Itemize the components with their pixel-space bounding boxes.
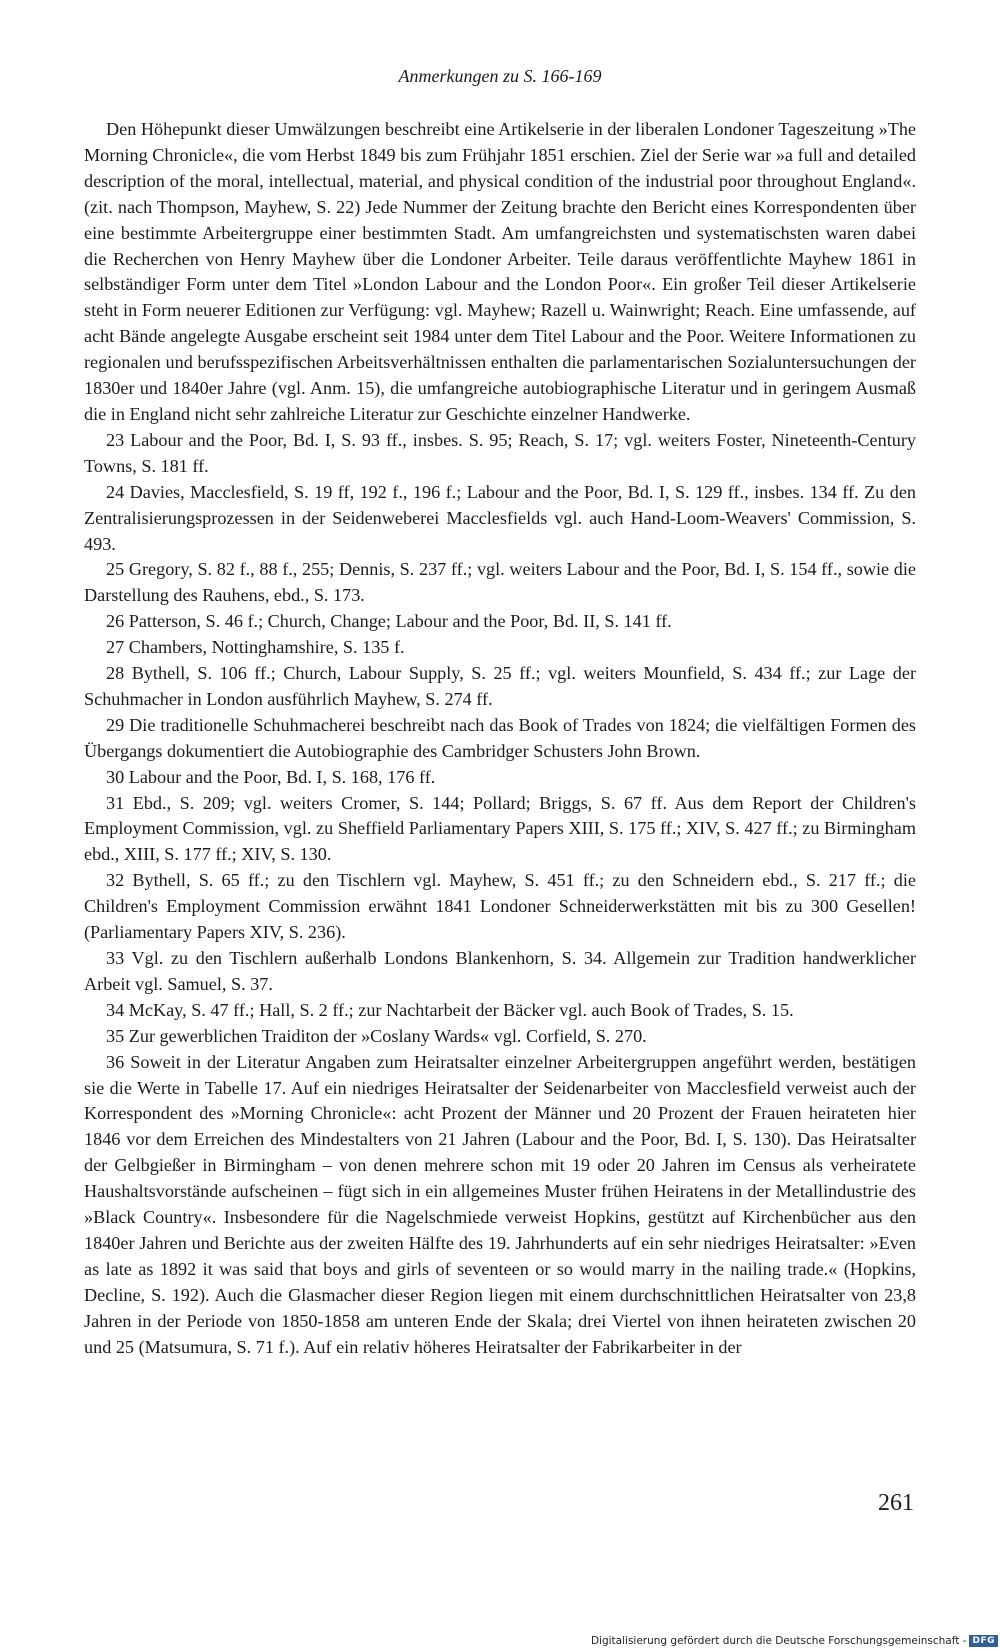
- note-28: 28 Bythell, S. 106 ff.; Church, Labour Supply, S. 25 ff.; vgl. weiters Mounfield, S. 434 ff.; zur Lage der Schuhmacher in London ausführlich Mayhew, S. 274 ff.: [84, 663, 916, 709]
- notes-text: [84, 117, 916, 1361]
- note-26: 26 Patterson, S. 46 f.; Church, Change; Labour and the Poor, Bd. II, S. 141 ff.: [106, 611, 672, 632]
- page-number: 261: [878, 1490, 914, 1516]
- note-29: 29 Die traditionelle Schuhmacherei beschreibt nach das Book of Trades von 1824; die vielfältigen Formen des Übergangs dokumentiert die Autobiographie des Cambridger Schusters John Brown.: [84, 714, 916, 761]
- note-35: 35 Zur gewerblichen Traiditon der »Coslany Wards« vgl. Corfield, S. 270.: [106, 1025, 647, 1046]
- note-25: 25 Gregory, S. 82 f., 88 f., 255; Dennis, S. 237 ff.; vgl. weiters Labour and the Poor, Bd. I, S. 154 ff., sowie die Darstellung des Rauhens, ebd., S. 173.: [84, 559, 916, 606]
- digitization-footer: [591, 1635, 998, 1647]
- note-31: 31 Ebd., S. 209; vgl. weiters Cromer, S. 144; Pollard; Briggs, S. 67 ff. Aus dem Report der Children's Employment Commission, vgl. zu Sheffield Parliamentary Papers XIII, S. 175 ff.; XIV, S. 427 ff.; zu Birmingham ebd., XIII, S. 177 ff.; XIV, S. 130.: [84, 792, 916, 865]
- running-head: Anmerkungen zu S. 166-169: [398, 66, 602, 86]
- footer-text: Digitalisierung gefördert durch die Deutsche Forschungsgemeinschaft -: [590, 1635, 967, 1647]
- dfg-logo: DFG: [969, 1635, 998, 1647]
- note-23: 23 Labour and the Poor, Bd. I, S. 93 ff., insbes. S. 95; Reach, S. 17; vgl. weiters Foster, Nineteenth-Century Towns, S. 181 ff.: [84, 429, 916, 476]
- intro-paragraph: Den Höhepunkt dieser Umwälzungen beschreibt eine Artikelserie in der liberalen Londoner Tageszeitung »The Morning Chronicle«, die vom Herbst 1849 bis zum Frühjahr 1851 erschien. Ziel der Serie war »a full and detailed description of the moral, intellectual, material, and physical condition of the industrial poor throughout England«. (zit. nach Thompson, Mayhew, S. 22) Jede Nummer der Zeitung brachte den Bericht eines Korrespondenten über eine bestimmte Arbeitergruppe einer bestimmten Stadt. Am umfangreichsten und systematischsten waren dabei die Recherchen von Henry Mayhew über die Londoner Arbeiter. Teile daraus veröffentlichte Mayhew 1861 in selbständiger Form unter dem Titel »London Labour and the London Poor«. Ein großer Teil dieser Artikelserie steht in Form neuerer Editionen zur Verfügung: vgl. Mayhew; Razell u. Wainwright; Reach. Eine umfassende, auf acht Bände angelegte Ausgabe erscheint seit 1984 unter dem Titel Labour and the Poor. Weitere Informationen zu regionalen und berufsspezifischen Arbeitsverhältnissen enthalten die parlamentarischen Sozialuntersuchungen der 1830er und 1840er Jahre (vgl. Anm. 15), die umfangreiche autobiographische Literatur und in geringem Ausmaß die in England nicht sehr zahlreiche Literatur zur Geschichte einzelner Handwerke.: [84, 119, 916, 424]
- note-34: 34 McKay, S. 47 ff.; Hall, S. 2 ff.; zur Nachtarbeit der Bäcker vgl. auch Book of Trades, S. 15.: [106, 999, 794, 1020]
- note-27: 27 Chambers, Nottinghamshire, S. 135 f.: [106, 637, 405, 658]
- note-24: 24 Davies, Macclesfield, S. 19 ff, 192 f., 196 f.; Labour and the Poor, Bd. I, S. 129 ff., insbes. 134 ff. Zu den Zentralisierungsprozessen in der Seidenweberei Macclesfields vgl. auch Hand-Loom-Weavers' Commission, S. 493.: [84, 481, 916, 554]
- note-30: 30 Labour and the Poor, Bd. I, S. 168, 176 ff.: [106, 766, 436, 787]
- note-32: 32 Bythell, S. 65 ff.; zu den Tischlern vgl. Mayhew, S. 451 ff.; zu den Schneidern ebd., S. 217 ff.; die Children's Employment Commission erwähnt 1841 Londoner Schneiderwerkstätten mit bis zu 300 Gesellen! (Parliamentary Papers XIV, S. 236).: [84, 870, 916, 943]
- note-36: 36 Soweit in der Literatur Angaben zum Heiratsalter einzelner Arbeitergruppen angeführt werden, bestätigen sie die Werte in Tabelle 17. Auf ein niedriges Heiratsalter der Seidenarbeiter von Macclesfield verweist auch der Korrespondent des »Morning Chronicle«: acht Prozent der Männer und 20 Prozent der Frauen heirateten hier 1846 vor dem Erreichen des Mindestalters von 21 Jahren (Labour and the Poor, Bd. I, S. 130). Das Heiratsalter der Gelbgießer in Birmingham – von denen mehrere schon mit 19 oder 20 Jahren im Census als verheiratete Haushaltsvorstände aufscheinen – fügt sich in ein allgemeines Muster frühen Heiratens in der Metallindustrie des »Black Country«. Insbesondere für die Nagelschmiede verweist Hopkins, gestützt auf Kirchenbücher aus den 1840er Jahren und Berichte aus der zweiten Hälfte des 19. Jahrhunderts auf ein sehr niedriges Heiratsalter: »Even as late as 1892 it was said that boys and girls of seventeen or so would marry in the nailing trade.« (Hopkins, Decline, S. 192). Auch die Glasmacher dieser Region liegen mit einem durchschnittlichen Heiratsalter von 23,8 Jahren in der Periode von 1850-1858 am unteren Ende der Skala; drei Viertel von ihnen heirateten zwischen 20 und 25 (Matsumura, S. 71 f.). Auf ein relativ höheres Heiratsalter der Fabrikarbeiter in der: [84, 1051, 916, 1357]
- note-33: 33 Vgl. zu den Tischlern außerhalb Londons Blankenhorn, S. 34. Allgemein zur Tradition handwerklicher Arbeit vgl. Samuel, S. 37.: [84, 948, 916, 994]
